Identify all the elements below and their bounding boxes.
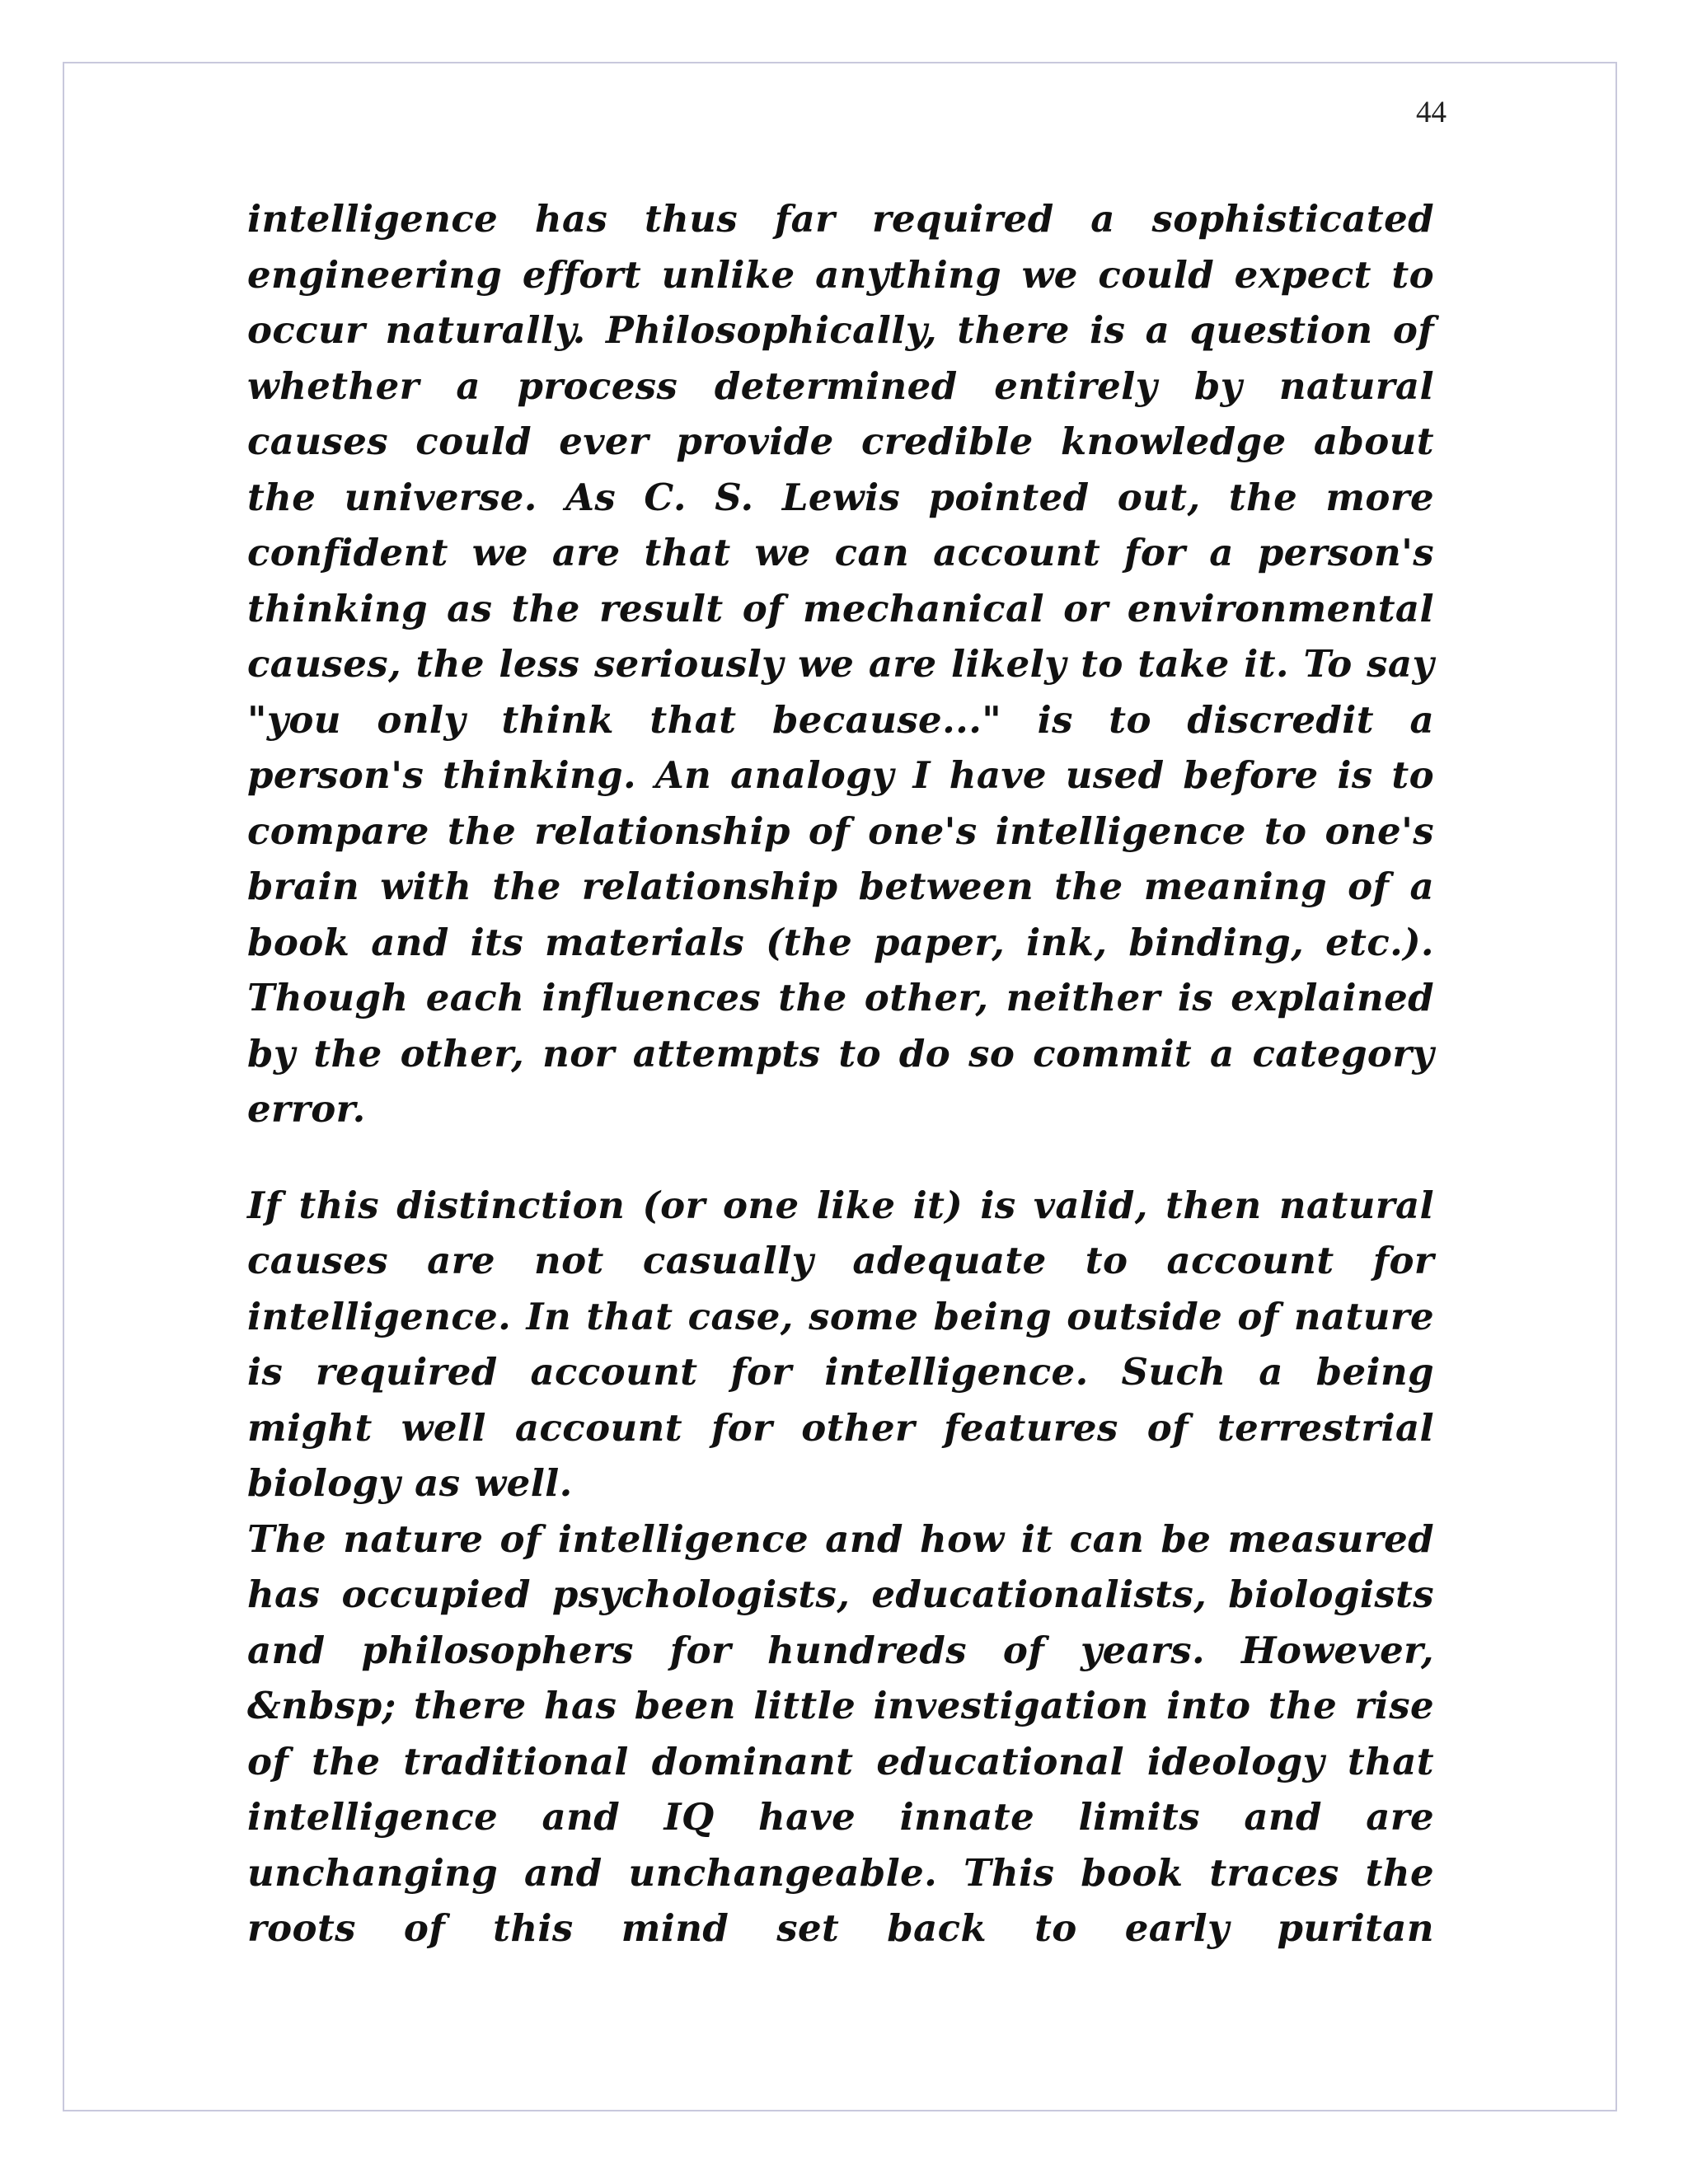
body-text bbox=[247, 191, 1434, 1957]
paragraph-3: The nature of intelligence and how it can be measured has occupied psychologists, educationalists, biologists and philosophers for hundreds of years. However, &nbsp; there has been little investigation into the rise of the traditional dominant educational ideology that intelligence and IQ have innate limits and are unchanging and unchangeable. This book traces the roots of this mind set back to early puritan bbox=[247, 1516, 1434, 1950]
paragraph-1: intelligence has thus far required a sophisticated engineering effort unlike anything we could expect to occur naturally. Philosophically, there is a question of whether a process determined entirely by natural causes could ever provide credible knowledge about the universe. As C. S. Lewis pointed out, the more confident we are that we can account for a person's thinking as the result of mechanical or environmental causes, the less seriously we are likely to take it. To say "you only think that because..." is to discredit a person's thinking. An analogy I have used before is to compare the relationship of one's intelligence to one's brain with the relationship between the meaning of a book and its materials (the paper, ink, binding, etc.). Though each influences the other, neither is explained by the other, nor attempts to do so commit a category error. bbox=[247, 197, 1434, 1131]
page-number: 44 bbox=[1416, 96, 1447, 129]
paragraph-2: If this distinction (or one like it) is valid, then natural causes are not casually adequate to account for intelligence. In that case, some being outside of nature is required account for intelligence. Such a being might well account for other features of terrestrial biology as well. bbox=[247, 1183, 1434, 1505]
